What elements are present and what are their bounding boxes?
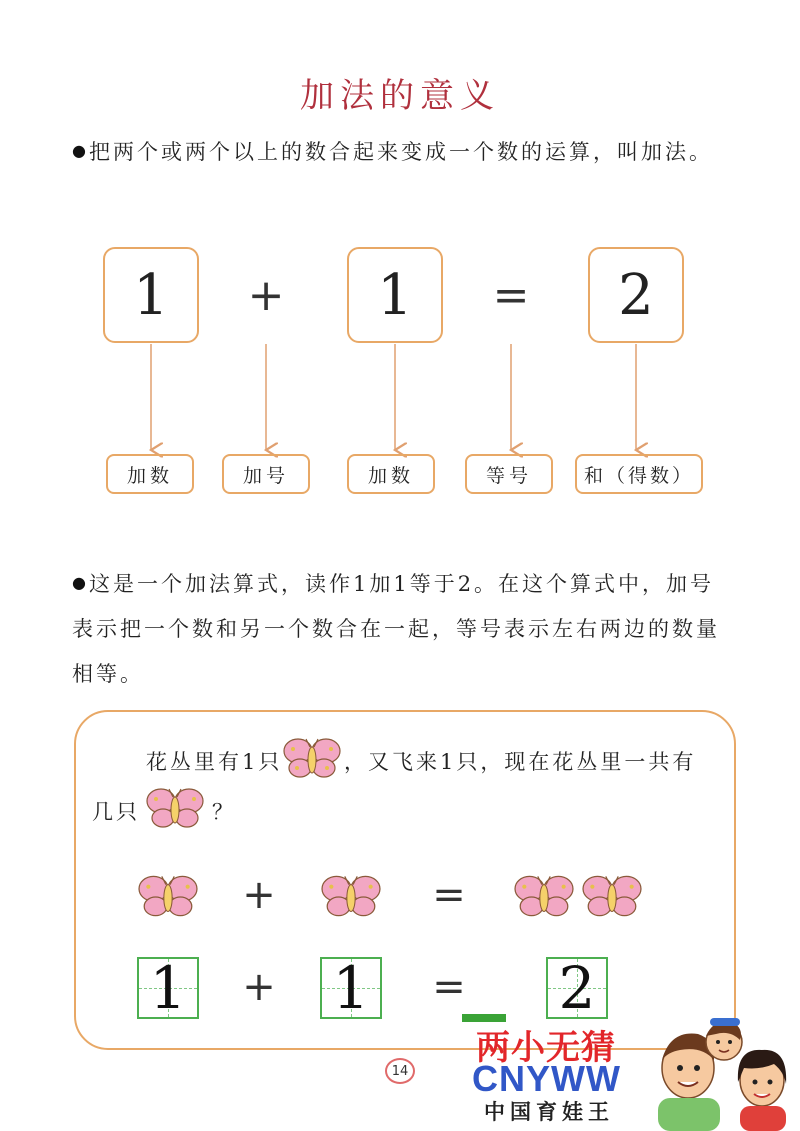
explanation-paragraph <box>72 560 732 697</box>
butterfly-icon <box>138 872 198 920</box>
definition-text: 把两个或两个以上的数合起来变成一个数的运算，叫加法。 <box>88 140 713 164</box>
answer-grid-sum[interactable] <box>546 954 608 1022</box>
addend1-box: 1 <box>103 247 199 343</box>
answer-digit: 1 <box>149 954 187 1022</box>
equals-sign: = <box>432 964 466 1010</box>
story-line1-end: ，又飞来1只，现在花丛里一共有 <box>344 750 697 774</box>
plus-sign: + <box>247 269 285 321</box>
watermark-sub: 中国育娃王 <box>484 1100 614 1124</box>
family-illustration <box>640 1012 800 1131</box>
label-plus: 加号 <box>222 454 310 494</box>
answer-digit: 1 <box>332 954 370 1022</box>
butterfly-icon <box>283 736 341 780</box>
story-line2-end: ？ <box>212 800 236 824</box>
plus-sign: + <box>242 872 276 918</box>
answer-grid-addend2[interactable] <box>320 954 382 1022</box>
story-line2-start: 几只 <box>92 800 140 824</box>
addend2-box: 1 <box>347 247 443 343</box>
answer-grid-addend1[interactable] <box>137 954 199 1022</box>
page-number: 14 <box>385 1058 415 1084</box>
label-equals: 等号 <box>465 454 553 494</box>
label-sum: 和（得数） <box>575 454 703 494</box>
butterfly-icon <box>321 872 381 920</box>
story-line1-start: 花丛里有1只 <box>146 750 283 774</box>
bullet-icon: ● <box>72 573 89 592</box>
answer-digit: 2 <box>558 954 596 1022</box>
butterfly-icon <box>146 786 204 830</box>
label-addend2: 加数 <box>347 454 435 494</box>
explanation-text: 这是一个加法算式，读作1加1等于2。在这个算式中，加号表示把一个数和另一个数合在一起，等号表示左右两边的数量相等。 <box>72 572 720 686</box>
equals-sign: = <box>492 269 530 321</box>
watermark-cn: 两小无猜 <box>476 1028 616 1068</box>
plus-sign: + <box>242 964 276 1010</box>
page-title: 加法的意义 <box>300 76 500 116</box>
label-addend1: 加数 <box>106 454 194 494</box>
butterfly-icon <box>514 872 574 920</box>
equals-sign: = <box>432 872 466 918</box>
sum-box: 2 <box>588 247 684 343</box>
bullet-icon: ● <box>72 141 89 160</box>
butterfly-icon <box>582 872 642 920</box>
watermark-en: CNYWW <box>472 1058 621 1099</box>
